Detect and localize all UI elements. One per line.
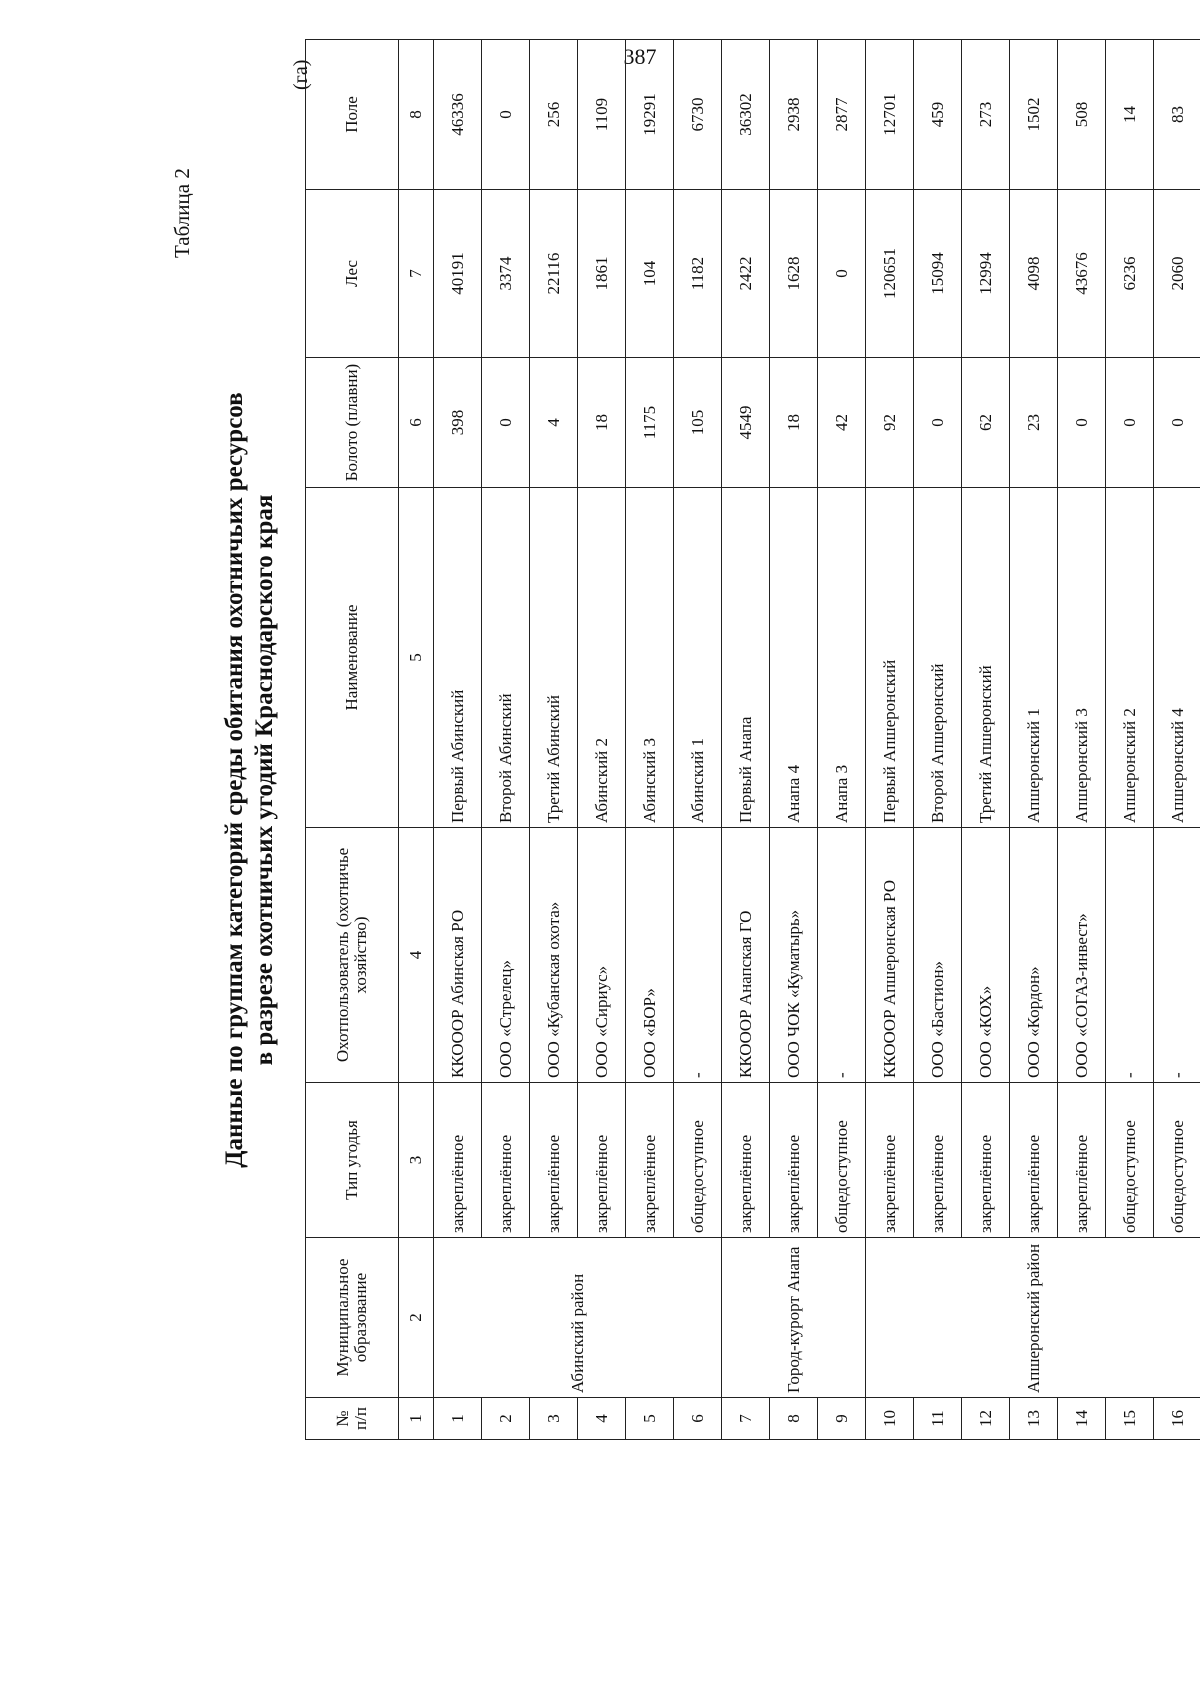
table-row xyxy=(674,40,722,1440)
column-number: 2 xyxy=(399,1238,434,1398)
type-cell: общедоступное xyxy=(1106,1083,1154,1238)
type-cell: закреплённое xyxy=(1010,1083,1058,1238)
user-cell: ООО «Сириус» xyxy=(578,828,626,1083)
row-number: 3 xyxy=(530,1398,578,1440)
user-cell: - xyxy=(674,828,722,1083)
row-number: 7 xyxy=(722,1398,770,1440)
field-cell: 1502 xyxy=(1010,40,1058,190)
document-title xyxy=(220,120,280,1440)
user-cell: ООО «Кубанская охота» xyxy=(530,828,578,1083)
swamp-cell: 1175 xyxy=(626,358,674,488)
table-row xyxy=(770,40,818,1440)
row-number: 8 xyxy=(770,1398,818,1440)
field-cell: 508 xyxy=(1058,40,1106,190)
field-cell: 83 xyxy=(1154,40,1200,190)
forest-cell: 104 xyxy=(626,190,674,358)
user-cell: ООО «СОГАЗ-инвест» xyxy=(1058,828,1106,1083)
name-cell: Анапа 4 xyxy=(770,488,818,828)
column-number: 3 xyxy=(399,1083,434,1238)
field-cell: 2877 xyxy=(818,40,866,190)
row-number: 15 xyxy=(1106,1398,1154,1440)
table-row xyxy=(1154,40,1200,1440)
page-number: 387 xyxy=(623,44,657,69)
user-cell: ООО «БОР» xyxy=(626,828,674,1083)
table-row xyxy=(1058,40,1106,1440)
header-type: Тип угодья xyxy=(306,1083,399,1238)
swamp-cell: 398 xyxy=(434,358,482,488)
swamp-cell: 42 xyxy=(818,358,866,488)
type-cell: общедоступное xyxy=(818,1083,866,1238)
name-cell: Апшеронский 3 xyxy=(1058,488,1106,828)
swamp-cell: 23 xyxy=(1010,358,1058,488)
forest-cell: 15094 xyxy=(914,190,962,358)
municipality-cell: Абинский район xyxy=(434,1238,722,1398)
column-number: 6 xyxy=(399,358,434,488)
type-cell: закреплённое xyxy=(434,1083,482,1238)
header-swamp: Болото (плавни) xyxy=(306,358,399,488)
field-cell: 2938 xyxy=(770,40,818,190)
user-cell: ООО «КОХ» xyxy=(962,828,1010,1083)
name-cell: Первый Апшеронский xyxy=(866,488,914,828)
swamp-cell: 18 xyxy=(578,358,626,488)
name-cell: Второй Апшеронский xyxy=(914,488,962,828)
field-cell: 12701 xyxy=(866,40,914,190)
header-forest: Лес xyxy=(306,190,399,358)
name-cell: Третий Апшеронский xyxy=(962,488,1010,828)
name-cell: Абинский 1 xyxy=(674,488,722,828)
name-cell: Апшеронский 1 xyxy=(1010,488,1058,828)
type-cell: закреплённое xyxy=(722,1083,770,1238)
forest-cell: 0 xyxy=(818,190,866,358)
user-cell: - xyxy=(818,828,866,1083)
name-cell: Апшеронский 2 xyxy=(1106,488,1154,828)
title-line-1: Данные по группам категорий среды обитания охотничьих ресурсов xyxy=(221,392,248,1168)
type-cell: закреплённое xyxy=(1058,1083,1106,1238)
habitat-table xyxy=(305,39,1200,1440)
field-cell: 1109 xyxy=(578,40,626,190)
forest-cell: 40191 xyxy=(434,190,482,358)
forest-cell: 3374 xyxy=(482,190,530,358)
field-cell: 0 xyxy=(482,40,530,190)
column-number: 8 xyxy=(399,40,434,190)
municipality-cell: Город-курорт Анапа xyxy=(722,1238,866,1398)
user-cell: ККОООР Апшеронская РО xyxy=(866,828,914,1083)
name-cell: Первый Анапа xyxy=(722,488,770,828)
table-label: Таблица 2 xyxy=(170,168,194,258)
header-num: № п/п xyxy=(306,1398,399,1440)
type-cell: общедоступное xyxy=(1154,1083,1200,1238)
field-cell: 273 xyxy=(962,40,1010,190)
forest-cell: 120651 xyxy=(866,190,914,358)
table-row xyxy=(626,40,674,1440)
swamp-cell: 0 xyxy=(1058,358,1106,488)
name-cell: Третий Абинский xyxy=(530,488,578,828)
table-row xyxy=(914,40,962,1440)
user-cell: - xyxy=(1154,828,1200,1083)
user-cell: ККОООР Абинская РО xyxy=(434,828,482,1083)
user-cell: ООО «Бастион» xyxy=(914,828,962,1083)
type-cell: закреплённое xyxy=(962,1083,1010,1238)
row-number: 1 xyxy=(434,1398,482,1440)
row-number: 6 xyxy=(674,1398,722,1440)
name-cell: Второй Абинский xyxy=(482,488,530,828)
field-cell: 46336 xyxy=(434,40,482,190)
field-cell: 256 xyxy=(530,40,578,190)
type-cell: закреплённое xyxy=(626,1083,674,1238)
type-cell: закреплённое xyxy=(770,1083,818,1238)
swamp-cell: 0 xyxy=(1106,358,1154,488)
table-row xyxy=(962,40,1010,1440)
unit-label: (га) xyxy=(290,59,312,90)
swamp-cell: 0 xyxy=(1154,358,1200,488)
forest-cell: 2422 xyxy=(722,190,770,358)
title-line-2: в разрезе охотничьих угодий Краснодарского края xyxy=(251,494,278,1066)
row-number: 14 xyxy=(1058,1398,1106,1440)
table-row xyxy=(1010,40,1058,1440)
table-row xyxy=(1106,40,1154,1440)
swamp-cell: 4 xyxy=(530,358,578,488)
forest-cell: 1182 xyxy=(674,190,722,358)
forest-cell: 43676 xyxy=(1058,190,1106,358)
name-cell: Абинский 3 xyxy=(626,488,674,828)
name-cell: Первый Абинский xyxy=(434,488,482,828)
row-number: 9 xyxy=(818,1398,866,1440)
user-cell: - xyxy=(1106,828,1154,1083)
forest-cell: 12994 xyxy=(962,190,1010,358)
forest-cell: 22116 xyxy=(530,190,578,358)
type-cell: закреплённое xyxy=(578,1083,626,1238)
column-number: 1 xyxy=(399,1398,434,1440)
table-row xyxy=(482,40,530,1440)
column-number: 7 xyxy=(399,190,434,358)
column-number-row xyxy=(399,40,434,1440)
rotated-content xyxy=(160,40,1200,1440)
row-number: 12 xyxy=(962,1398,1010,1440)
table-row xyxy=(866,40,914,1440)
swamp-cell: 18 xyxy=(770,358,818,488)
user-cell: ККОООР Анапская ГО xyxy=(722,828,770,1083)
row-number: 16 xyxy=(1154,1398,1200,1440)
forest-cell: 2060 xyxy=(1154,190,1200,358)
swamp-cell: 0 xyxy=(914,358,962,488)
swamp-cell: 62 xyxy=(962,358,1010,488)
user-cell: ООО «Кордон» xyxy=(1010,828,1058,1083)
forest-cell: 1861 xyxy=(578,190,626,358)
row-number: 11 xyxy=(914,1398,962,1440)
type-cell: закреплённое xyxy=(482,1083,530,1238)
forest-cell: 4098 xyxy=(1010,190,1058,358)
header-field: Поле xyxy=(306,40,399,190)
header-name: Наименование xyxy=(306,488,399,828)
municipality-cell: Апшеронский район xyxy=(866,1238,1200,1398)
swamp-cell: 0 xyxy=(482,358,530,488)
row-number: 2 xyxy=(482,1398,530,1440)
table-row xyxy=(530,40,578,1440)
name-cell: Анапа 3 xyxy=(818,488,866,828)
type-cell: общедоступное xyxy=(674,1083,722,1238)
field-cell: 36302 xyxy=(722,40,770,190)
name-cell: Абинский 2 xyxy=(578,488,626,828)
field-cell: 19291 xyxy=(626,40,674,190)
table-row xyxy=(578,40,626,1440)
field-cell: 459 xyxy=(914,40,962,190)
field-cell: 6730 xyxy=(674,40,722,190)
table-header-row xyxy=(306,40,399,1440)
type-cell: закреплённое xyxy=(530,1083,578,1238)
type-cell: закреплённое xyxy=(914,1083,962,1238)
row-number: 13 xyxy=(1010,1398,1058,1440)
swamp-cell: 4549 xyxy=(722,358,770,488)
table-row xyxy=(434,40,482,1440)
column-number: 4 xyxy=(399,828,434,1083)
header-user: Охотпользователь (охотничье хозяйство) xyxy=(306,828,399,1083)
row-number: 4 xyxy=(578,1398,626,1440)
row-number: 10 xyxy=(866,1398,914,1440)
table-row xyxy=(818,40,866,1440)
name-cell: Апшеронский 4 xyxy=(1154,488,1200,828)
type-cell: закреплённое xyxy=(866,1083,914,1238)
forest-cell: 6236 xyxy=(1106,190,1154,358)
column-number: 5 xyxy=(399,488,434,828)
table-row xyxy=(722,40,770,1440)
forest-cell: 1628 xyxy=(770,190,818,358)
row-number: 5 xyxy=(626,1398,674,1440)
field-cell: 14 xyxy=(1106,40,1154,190)
swamp-cell: 105 xyxy=(674,358,722,488)
header-municipality: Муниципальное образование xyxy=(306,1238,399,1398)
swamp-cell: 92 xyxy=(866,358,914,488)
user-cell: ООО ЧОК «Куматырь» xyxy=(770,828,818,1083)
user-cell: ООО «Стрелец» xyxy=(482,828,530,1083)
table-body xyxy=(434,40,1200,1440)
